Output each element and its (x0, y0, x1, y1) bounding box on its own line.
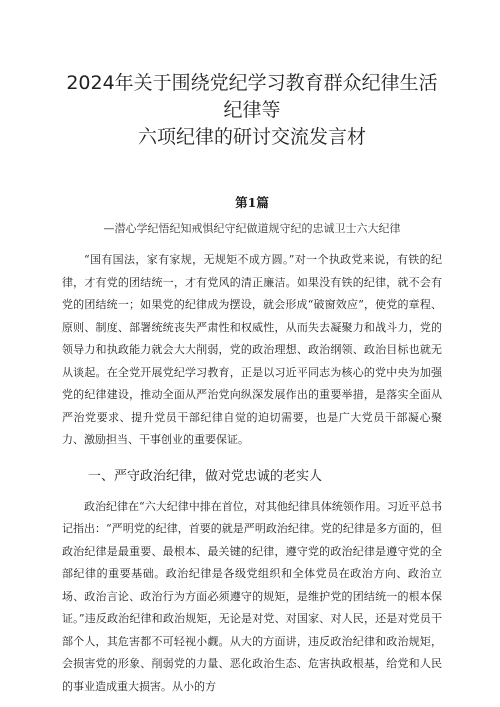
chapter-subtitle: —潜心学纪悟纪知戒惧纪守纪做道规守纪的忠诚卫士六大纪律 (103, 222, 401, 235)
title-line-2: 六项纪律的研讨交流发言材 (137, 126, 366, 148)
section-heading-1: 一、严守政治纪律，做对党忠诚的老实人 (88, 468, 323, 484)
chapter-label: 第1篇 (235, 195, 269, 210)
title-line-1: 2024年关于围绕党纪学习教育群众纪律生活纪律等 (66, 72, 438, 121)
body-paragraph-1: “国有国法，家有家规，无规矩不成方圆。”对一个执政党来说，有铁的纪律，才有党的团结统一，才有党风的清正廉洁。如果没有铁的纪律，就不会有党的团结统一；如果党的纪律成为摆设，就会形成“破窗效应”，使党的章程、原则、制度、部署统统丧失严肃性和权威性，从而失去凝聚力和战斗力，党的领导力和执政能力就会大大削弱，党的政治理想、政治纲领、政治目标也就无从谈起。在全党开展党纪学习教育，正是以习近平同志为核心的党中央为加强党的纪律建设，推动全面从严治党向纵深发展作出的重要举措，是落实全面从严治党要求、提升党员干部纪律自觉的迫切需要，也是广大党员干部凝心聚力、激励担当、干事创业的重要保证。 (62, 253, 442, 446)
body-paragraph-2: 政治纪律在“六大纪律中排在首位，对其他纪律具体统领作用。习近平总书记指出：“严明党的纪律，首要的就是严明政治纪律。党的纪律是多方面的，但政治纪律是最重要、最根本、最关键的纪律，遵守党的政治纪律是遵守党的全部纪律的重要基础。政治纪律是各级党组织和全体党员在政治方向、政治立场、政治言论、政治行为方面必须遵守的规矩，是维护党的团结统一的根本保证。”违反政治纪律和政治规矩，无论是对党、对国家、对人民，还是对党员干部个人，其危害都不可轻视小觑。从大的方面讲，违反政治纪律和政治规矩，会损害党的形象、削弱党的力量、恶化政治生态、危害执政根基，给党和人民的事业造成重大损害。从小的方 (62, 499, 442, 693)
document-title (62, 0, 442, 151)
